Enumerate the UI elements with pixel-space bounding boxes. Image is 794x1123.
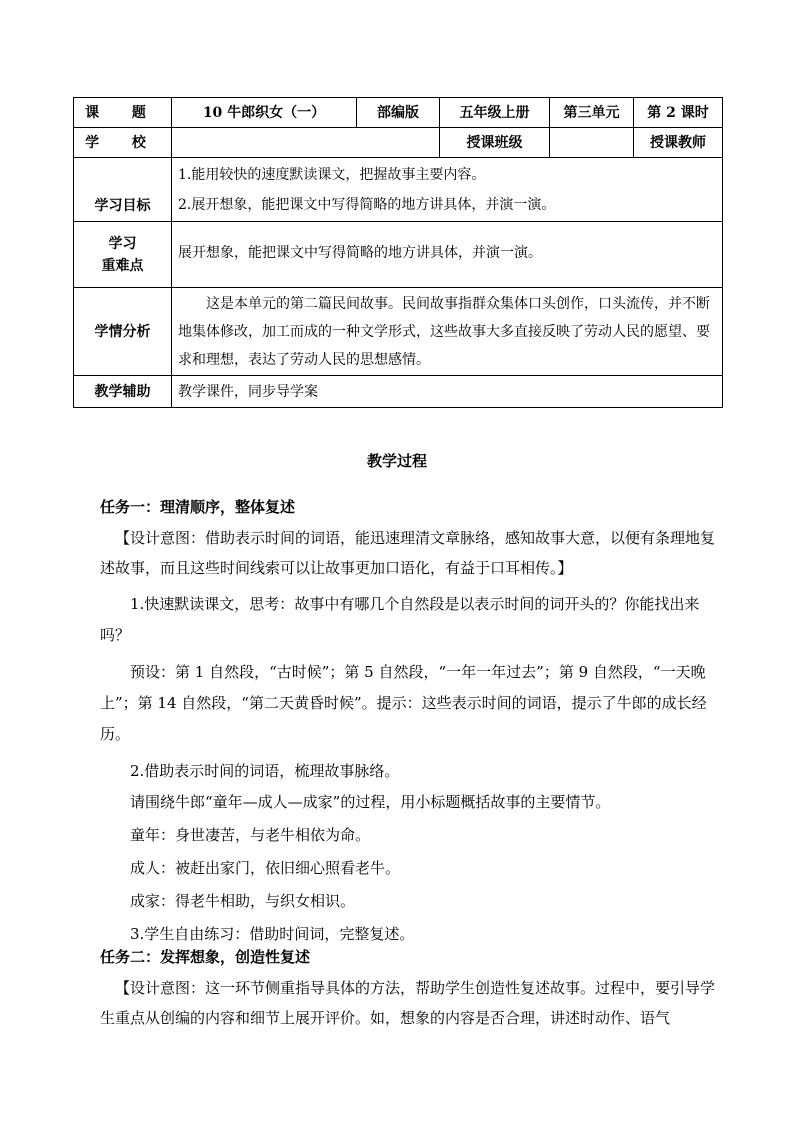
task2-heading: 任务二：发挥想象，创造性复述 xyxy=(100,948,311,966)
process-title: 教学过程 xyxy=(366,452,427,470)
label-class: 授课班级 xyxy=(440,128,550,158)
label-goals: 学习目标 xyxy=(74,158,172,222)
row-keypoints xyxy=(74,222,723,288)
task1-question-2-detail: 请围绕牛郎“童年—成人—成家”的过程，用小标题概括故事的主要情节。 xyxy=(130,793,611,811)
task1-intent: 【设计意图：借助表示时间的词语，能迅速理清文章脉络，感知故事大意，以便有条理地复述故事，而且这些时间线索可以让故事更加口语化，有益于口耳相传。】 xyxy=(100,529,716,577)
goal-1: 1.能用较快的速度默读课文，把握故事主要内容。 xyxy=(178,166,486,183)
row-analysis xyxy=(74,288,723,376)
goals-text xyxy=(172,158,723,222)
task1-question-2: 2.借助表示时间的词语，梳理故事脉络。 xyxy=(130,762,400,780)
lesson-info-table xyxy=(73,97,723,408)
label-lesson: 课 题 xyxy=(74,98,172,128)
label-school: 学 校 xyxy=(74,128,172,158)
goal-2: 2.展开想象，能把课文中写得简略的地方讲具体，并演一演。 xyxy=(178,196,556,213)
row-lesson xyxy=(74,98,723,128)
analysis-text: 这是本单元的第二篇民间故事。民间故事指群众集体口头创作，口头流传，并不断地集体修改，加工而成的一种文学形式，这些故事大多直接反映了劳动人民的愿望、要求和理想，表达了劳动人民的思想感情。 xyxy=(172,288,723,376)
school-value xyxy=(172,128,440,158)
label-keypoints xyxy=(74,222,172,288)
task1-question-3: 3.学生自由练习：借助时间词，完整复述。 xyxy=(130,925,415,943)
row-school xyxy=(74,128,723,158)
label-keypoints-line2: 重难点 xyxy=(101,257,144,274)
task1-section xyxy=(100,492,715,950)
edition: 部编版 xyxy=(357,98,440,128)
lesson-title: 10 牛郎织女（一） xyxy=(172,98,357,128)
period: 第 2 课时 xyxy=(634,98,723,128)
label-teacher: 授课教师 xyxy=(634,128,723,158)
row-aids xyxy=(74,376,723,408)
aids-text: 教学课件，同步导学案 xyxy=(172,376,723,408)
class-value xyxy=(550,128,634,158)
task2-section xyxy=(100,942,715,1033)
unit: 第三单元 xyxy=(550,98,634,128)
keypoints-text: 展开想象，能把课文中写得简略的地方讲具体，并演一演。 xyxy=(172,222,723,288)
label-analysis: 学情分析 xyxy=(74,288,172,376)
label-aids: 教学辅助 xyxy=(74,376,172,408)
task1-adult: 成人：被赶出家门，依旧细心照看老牛。 xyxy=(130,859,401,877)
task1-question-1: 1.快速默读课文，思考：故事中有哪几个自然段是以表示时间的词开头的？你能找出来吗？ xyxy=(100,595,700,644)
grade: 五年级上册 xyxy=(440,98,550,128)
task2-intent: 【设计意图：这一环节侧重指导具体的方法，帮助学生创造性复述故事。过程中，要引导学生重点从创编的内容和细节上展开评价。如，想象的内容是否合理，讲述时动作、语气 xyxy=(100,979,716,1027)
task1-preset: 预设：第 1 自然段，“古时候”；第 5 自然段，“一年一年过去”；第 9 自然段，“一天晚上”；第 14 自然段，“第二天黄昏时候”。提示：这些表示时间的词语，提示了牛郎的成长经历。 xyxy=(100,663,707,743)
label-keypoints-line1: 学习 xyxy=(108,235,137,252)
task1-heading: 任务一：理清顺序，整体复述 xyxy=(100,498,296,516)
task1-family: 成家：得老牛相助，与织女相识。 xyxy=(130,892,356,910)
row-goals xyxy=(74,158,723,222)
task1-childhood: 童年：身世凄苦，与老牛相依为命。 xyxy=(130,826,371,844)
